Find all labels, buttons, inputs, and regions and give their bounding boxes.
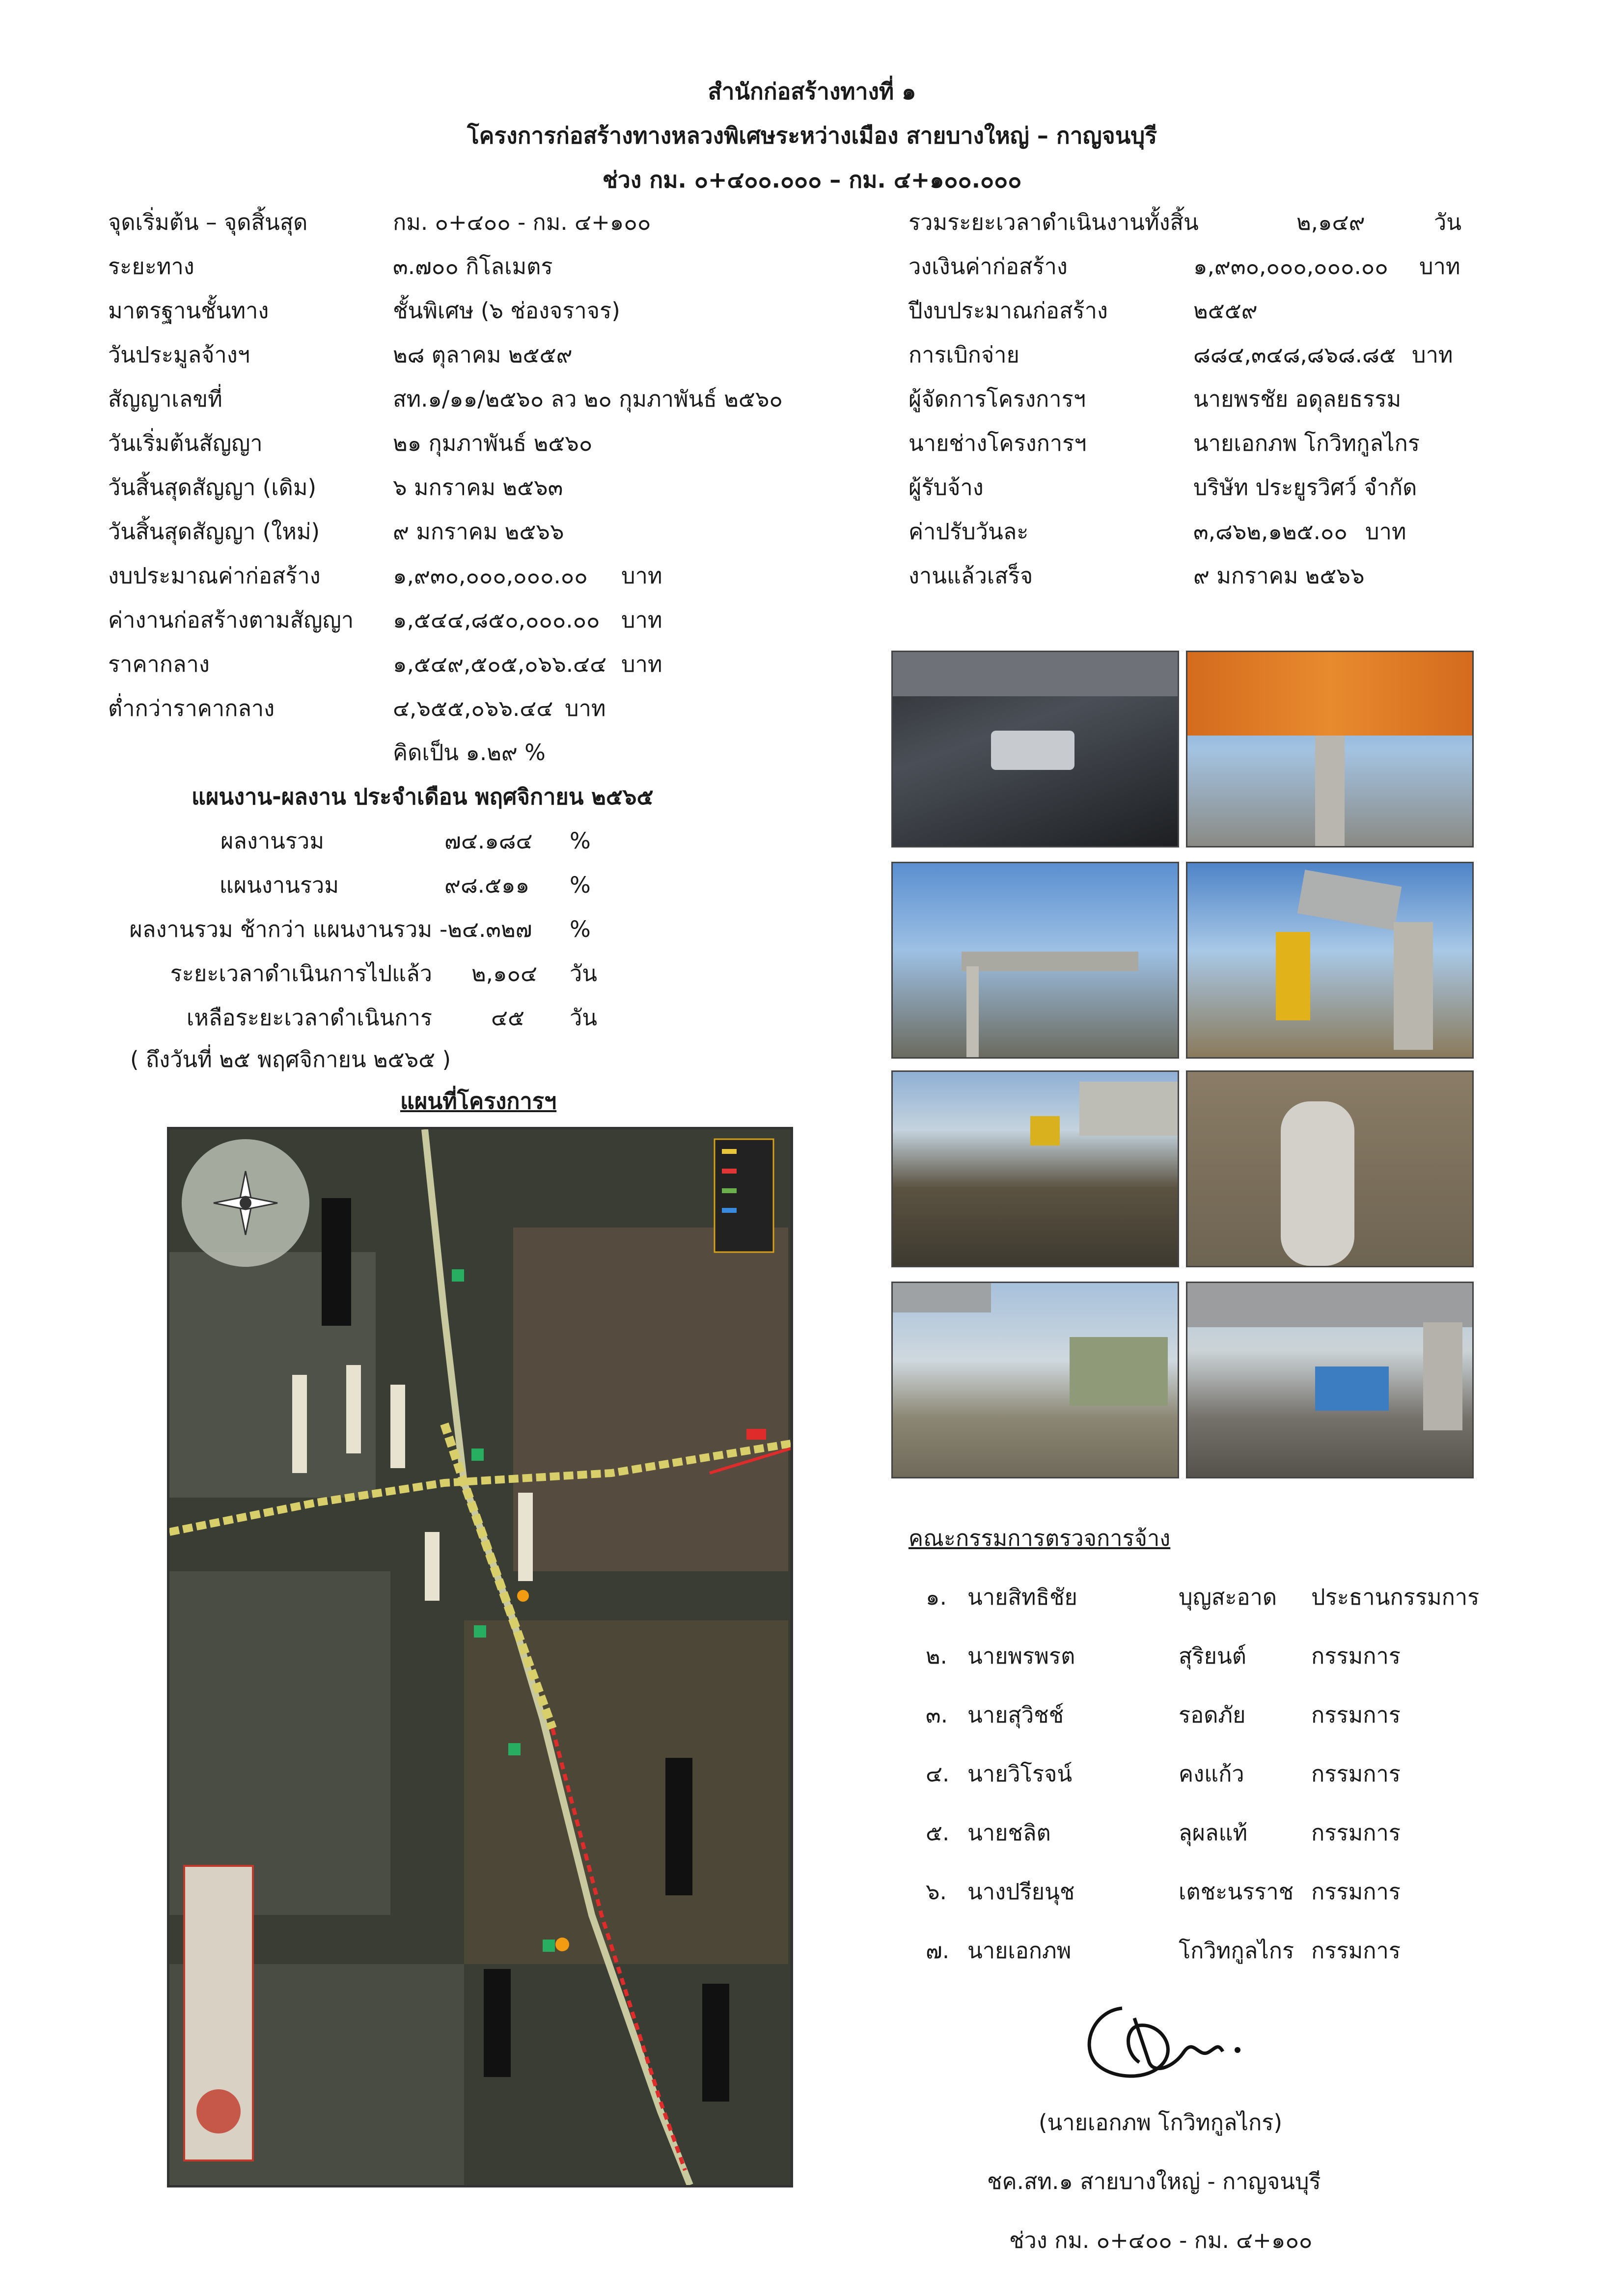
progress-unit: วัน [570,1005,598,1031]
info-value: ๒๘ ตุลาคม ๒๕๕๙ [393,342,573,368]
construction-photo-7 [891,1282,1179,1478]
info-value: ๓.๗๐๐ กิโลเมตร [393,253,553,279]
progress-label: ผลงานรวม ช้ากว่า แผนงานรวม [129,916,432,942]
committee-no: ๑. [926,1584,947,1610]
info-value: ๙ มกราคม ๒๕๖๖ [1193,563,1365,589]
committee-first-name: นายสุวิชช์ [967,1702,1064,1728]
info-label: ผู้จัดการโครงการฯ [908,386,1086,412]
progress-label: เหลือระยะเวลาดำเนินการ [186,1005,432,1031]
map-title: แผนที่โครงการฯ [400,1088,557,1114]
info-label: ค่างานก่อสร้างตามสัญญา [108,607,354,633]
percent-line: คิดเป็น ๑.๒๙ % [393,739,546,765]
info-label: ราคากลาง [108,651,210,677]
signer-section: ช่วง กม. ๐+๔๐๐ - กม. ๔+๑๐๐ [1009,2227,1313,2253]
committee-role: กรรมการ [1311,1879,1401,1905]
info-value: ๖ มกราคม ๒๕๖๓ [393,474,563,500]
handwritten-signature [1075,1989,1262,2087]
info-label: สัญญาเลขที่ [108,386,222,412]
info-label: ปีงบประมาณก่อสร้าง [908,298,1108,324]
info-label: งบประมาณค่าก่อสร้าง [108,563,321,589]
info-value: ๑,๙๓๐,๐๐๐,๐๐๐.๐๐ [393,563,588,589]
progress-unit: % [570,916,591,942]
info-value: ๒,๑๔๙ [1296,209,1365,235]
info-label: งานแล้วเสร็จ [908,563,1033,589]
progress-unit: วัน [570,960,598,986]
header-line-3: ช่วง กม. ๐+๔๐๐.๐๐๐ – กม. ๔+๑๐๐.๐๐๐ [602,166,1022,193]
map-illustration [169,1129,791,2185]
progress-value: ๒,๑๐๔ [471,960,538,986]
committee-role: กรรมการ [1311,1643,1401,1669]
committee-last-name: คงแก้ว [1179,1761,1244,1787]
committee-last-name: สุริยนต์ [1179,1643,1246,1669]
committee-first-name: นายวิโรจน์ [967,1761,1073,1787]
committee-no: ๔. [926,1761,950,1787]
info-value: นายเอกภพ โกวิทกูลไกร [1193,430,1420,456]
header-line-2: โครงการก่อสร้างทางหลวงพิเศษระหว่างเมือง สายบางใหญ่ – กาญจนบุรี [467,122,1157,149]
info-value: สท.๑/๑๑/๒๕๖๐ ลว ๒๐ กุมภาพันธ์ ๒๕๖๐ [393,386,783,412]
header-line-1: สำนักก่อสร้างทางที่ ๑ [708,78,916,105]
committee-role: กรรมการ [1311,1702,1401,1728]
info-unit: บาท [1365,519,1406,545]
committee-role: กรรมการ [1311,1820,1401,1846]
committee-first-name: นางปรียนุช [967,1879,1075,1905]
committee-last-name: รอดภัย [1179,1702,1246,1728]
info-unit: บาท [1419,253,1460,279]
info-unit: บาท [621,563,662,589]
construction-photo-2 [1186,651,1474,847]
info-label: วงเงินค่าก่อสร้าง [908,253,1068,279]
info-value: นายพรชัย อดุลยธรรม [1193,386,1402,412]
info-label: ค่าปรับวันละ [908,519,1029,545]
info-value: ๙ มกราคม ๒๕๖๖ [393,519,564,545]
info-value: ๘๘๔,๓๔๘,๘๖๘.๘๕ [1193,342,1396,368]
info-label: รวมระยะเวลาดำเนินงานทั้งสิ้น [908,209,1199,235]
progress-value: -๒๔.๓๒๗ [440,916,532,942]
construction-photo-5 [891,1070,1179,1267]
committee-first-name: นายพรพรต [967,1643,1075,1669]
info-value: บริษัท ประยูรวิศว์ จำกัด [1193,474,1417,500]
info-value: ชั้นพิเศษ (๖ ช่องจราจร) [393,298,620,324]
project-map [167,1127,793,2187]
committee-title: คณะกรรมการตรวจการจ้าง [908,1525,1171,1551]
signer-name: (นายเอกภพ โกวิทกูลไกร) [1039,2109,1283,2135]
committee-role: ประธานกรรมการ [1311,1584,1480,1610]
info-value: กม. ๐+๔๐๐ - กม. ๔+๑๐๐ [393,209,651,235]
committee-first-name: นายชลิต [967,1820,1051,1846]
info-unit: บาท [565,695,606,721]
info-label: ระยะทาง [108,253,194,279]
progress-value: ๔๕ [491,1005,525,1031]
committee-no: ๕. [926,1820,950,1846]
committee-role: กรรมการ [1311,1761,1401,1787]
progress-value: ๙๘.๕๑๑ [444,872,530,898]
info-value: ๑,๙๓๐,๐๐๐,๐๐๐.๐๐ [1193,253,1388,279]
info-label: วันสิ้นสุดสัญญา (ใหม่) [108,519,320,545]
info-label: วันประมูลจ้างฯ [108,342,250,368]
construction-photo-4 [1186,862,1474,1059]
progress-label: ผลงานรวม [220,828,324,854]
committee-last-name: โกวิทกูลไกร [1179,1938,1294,1964]
committee-last-name: บุญสะอาด [1179,1584,1277,1610]
info-label: ผู้รับจ้าง [908,474,984,500]
info-label: นายช่างโครงการฯ [908,430,1087,456]
info-label: ต่ำกว่าราคากลาง [108,695,275,721]
progress-unit: % [570,872,591,898]
info-value: ๒๕๕๙ [1193,298,1258,324]
info-value: ๒๑ กุมภาพันธ์ ๒๕๖๐ [393,430,593,456]
info-value: ๓,๘๖๒,๑๒๕.๐๐ [1193,519,1348,545]
info-value: ๑,๕๔๔,๘๕๐,๐๐๐.๐๐ [393,607,600,633]
committee-first-name: นายสิทธิชัย [967,1584,1077,1610]
committee-last-name: เตชะนรราช [1179,1879,1294,1905]
info-unit: บาท [621,607,662,633]
construction-photo-6 [1186,1070,1474,1267]
progress-value: ๗๔.๑๘๔ [444,828,533,854]
committee-no: ๒. [926,1643,947,1669]
committee-role: กรรมการ [1311,1938,1401,1964]
info-value: ๔,๖๕๕,๐๖๖.๔๔ [393,695,553,721]
info-value: ๑,๕๔๙,๕๐๕,๐๖๖.๔๔ [393,651,607,677]
info-label: วันเริ่มต้นสัญญา [108,430,263,456]
progress-unit: % [570,828,591,854]
progress-label: แผนงานรวม [219,872,339,898]
committee-no: ๓. [926,1702,948,1728]
committee-no: ๗. [926,1938,950,1964]
construction-photo-3 [891,862,1179,1059]
progress-title: แผนงาน-ผลงาน ประจำเดือน พฤศจิกายน ๒๕๖๕ [192,784,654,810]
info-unit: บาท [621,651,662,677]
info-unit: วัน [1434,209,1462,235]
info-label: จุดเริ่มต้น – จุดสิ้นสุด [108,209,308,235]
committee-last-name: ลุผลแท้ [1179,1820,1248,1846]
committee-no: ๖. [926,1879,947,1905]
info-label: การเบิกจ่าย [908,342,1019,368]
progress-label: ระยะเวลาดำเนินการไปแล้ว [170,960,432,986]
construction-photo-8 [1186,1282,1474,1478]
info-label: มาตรฐานชั้นทาง [108,298,269,324]
info-unit: บาท [1412,342,1453,368]
committee-first-name: นายเอกภพ [967,1938,1072,1964]
construction-photo-1 [891,651,1179,847]
signer-position: ชค.สท.๑ สายบางใหญ่ - กาญจนบุรี [987,2168,1321,2194]
info-label: วันสิ้นสุดสัญญา (เดิม) [108,474,317,500]
progress-as-of: ( ถึงวันที่ ๒๕ พฤศจิกายน ๒๕๖๕ ) [130,1046,451,1072]
